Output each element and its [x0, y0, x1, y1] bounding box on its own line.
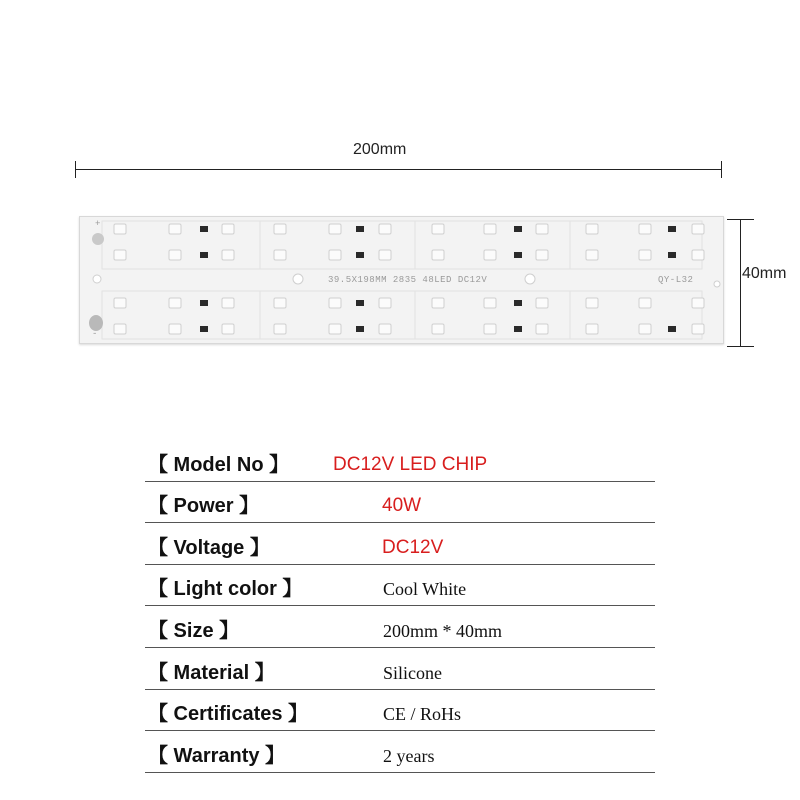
- led-chip: [432, 298, 444, 308]
- led-chip: [536, 298, 548, 308]
- spec-label: 【 Light color 】: [148, 578, 303, 601]
- height-dimension-tick-top: [727, 219, 754, 220]
- resistor: [514, 300, 522, 306]
- led-chip: [639, 224, 651, 234]
- led-chip: [692, 298, 704, 308]
- led-chip: [484, 224, 496, 234]
- spec-row: [145, 648, 655, 690]
- led-chip: [329, 298, 341, 308]
- led-chip: [274, 298, 286, 308]
- led-chip: [274, 250, 286, 260]
- led-chip: [484, 250, 496, 260]
- spec-row: [145, 440, 655, 482]
- board-minus-mark: -: [92, 329, 98, 339]
- led-chip: [114, 298, 126, 308]
- width-dimension-label: 200mm: [353, 141, 407, 158]
- spec-value: Silicone: [383, 662, 442, 683]
- width-dimension-tick-right: [721, 161, 722, 178]
- led-chip: [169, 250, 181, 260]
- led-chip: [484, 324, 496, 334]
- resistor: [200, 326, 208, 332]
- led-chip: [639, 250, 651, 260]
- led-chip: [379, 250, 391, 260]
- led-chip: [222, 324, 234, 334]
- height-dimension-label: 40mm: [742, 265, 787, 282]
- led-chip: [484, 298, 496, 308]
- resistor: [200, 300, 208, 306]
- resistor: [514, 252, 522, 258]
- led-chip: [274, 324, 286, 334]
- led-chip: [379, 324, 391, 334]
- spec-value: 200mm * 40mm: [383, 620, 503, 641]
- led-chip: [692, 224, 704, 234]
- spec-label: 【 Certificates 】: [148, 703, 309, 726]
- spec-label: 【 Size 】: [148, 619, 240, 642]
- led-chip: [639, 298, 651, 308]
- led-chip: [379, 298, 391, 308]
- width-dimension-line: [75, 169, 722, 170]
- led-chip: [586, 324, 598, 334]
- led-chip: [432, 324, 444, 334]
- spec-row: [145, 565, 655, 607]
- led-chip: [329, 224, 341, 234]
- board-print-text: 39.5X198MM 2835 48LED DC12V: [328, 275, 488, 285]
- resistor: [668, 252, 676, 258]
- led-chip: [114, 250, 126, 260]
- led-chip: [586, 224, 598, 234]
- led-chip: [586, 250, 598, 260]
- resistor: [356, 252, 364, 258]
- board-plus-mark: +: [95, 219, 101, 229]
- resistor: [356, 300, 364, 306]
- led-chip: [586, 298, 598, 308]
- board-model-mark: QY-L32: [658, 275, 694, 285]
- resistor: [668, 326, 676, 332]
- spec-value: DC12V LED CHIP: [333, 453, 488, 475]
- mounting-hole-left: [93, 275, 101, 283]
- spec-label: 【 Voltage 】: [148, 536, 270, 559]
- led-chip: [639, 324, 651, 334]
- led-chip: [222, 250, 234, 260]
- spec-row: [145, 690, 655, 732]
- mounting-hole: [293, 274, 303, 284]
- solder-pad-plus: [92, 233, 104, 245]
- height-dimension-line: [740, 219, 741, 346]
- spec-row: [145, 731, 655, 773]
- spec-value: Cool White: [383, 579, 467, 600]
- led-chip: [379, 224, 391, 234]
- mounting-hole-right: [714, 281, 720, 287]
- led-chip: [692, 250, 704, 260]
- led-chip: [222, 224, 234, 234]
- spec-value: 2 years: [383, 745, 435, 766]
- spec-label: 【 Warranty 】: [148, 744, 286, 767]
- spec-row: [145, 606, 655, 648]
- resistor: [514, 226, 522, 232]
- led-chip: [114, 224, 126, 234]
- led-chip: [432, 224, 444, 234]
- led-chip: [329, 250, 341, 260]
- led-chip: [114, 324, 126, 334]
- led-chip: [169, 224, 181, 234]
- led-chip: [169, 324, 181, 334]
- led-chip: [329, 324, 341, 334]
- led-chip: [536, 250, 548, 260]
- led-chip: [169, 298, 181, 308]
- resistor: [200, 226, 208, 232]
- resistor: [356, 226, 364, 232]
- mounting-hole: [525, 274, 535, 284]
- led-chip: [692, 324, 704, 334]
- width-dimension-tick-left: [75, 161, 76, 178]
- spec-label: 【 Power 】: [148, 495, 260, 518]
- resistor: [668, 226, 676, 232]
- spec-label: 【 Material 】: [148, 661, 275, 684]
- spec-value: CE / RoHs: [383, 704, 462, 725]
- spec-value: DC12V: [382, 536, 444, 558]
- spec-row: [145, 482, 655, 524]
- led-chip: [432, 250, 444, 260]
- led-chip: [222, 298, 234, 308]
- led-board-image: [79, 216, 724, 344]
- height-dimension-tick-bottom: [727, 346, 754, 347]
- resistor: [200, 252, 208, 258]
- spec-table: [145, 440, 655, 773]
- led-chip: [274, 224, 286, 234]
- spec-label: 【 Model No 】: [148, 453, 290, 476]
- spec-row: [145, 523, 655, 565]
- spec-value: 40W: [382, 495, 422, 517]
- resistor: [514, 326, 522, 332]
- led-chip: [536, 324, 548, 334]
- resistor: [356, 326, 364, 332]
- led-chip: [536, 224, 548, 234]
